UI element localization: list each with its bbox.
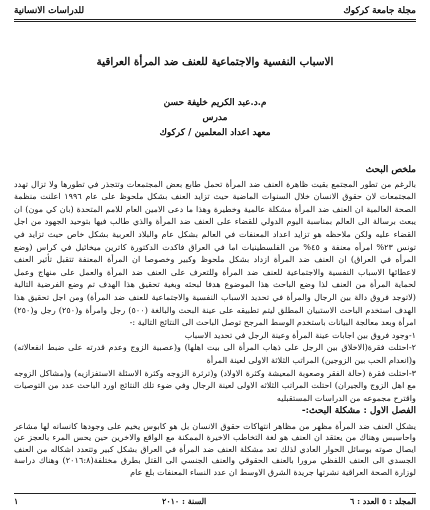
paper-title: الاسباب النفسية والاجتماعية للعنف ضد المرأة العراقية — [96, 56, 334, 68]
journal-series: للدراسات الانسانية — [14, 6, 85, 16]
chapter-heading: الفصل الاول : مشكلة البحث:- — [301, 406, 416, 416]
journal-name: مجلة جامعة كركوك — [343, 6, 416, 16]
footer-year: السنة : ٢٠١٠ — [162, 496, 207, 506]
result-item: ٢-احتلت فقرة(الاخلاق بين الرجل على ذهاب المرأة الى بيت اهلها) و(عصبية الزوج وعدم قدرته على ضبط انفعالاته) و(انعدام الحب بين الزوجين) المراتب الثلاثة الاولى لعينة المرأة — [14, 342, 416, 365]
result-item: ١-وجود فروق بين اجابات عينة المرأة وعينة الرجل في تحديد الاسباب — [184, 329, 416, 340]
chapter-paragraph: يشكل العنف ضد المرأة مظهر من مظاهر انتهاكات حقوق الانسان بل هو كابوس يخيم على وجودها كانسانه لها مشاعر واحاسيس وهناك من يعتقد ان العنف هو لغة التخاطب الاخيرة الممكنة مع الواقع والاخرين حين يحس المرء بالعجز عن ايصال صوته بوسائل الحوار العادي لذلك تعد مشكلة العنف ضد المرأة في العراق بشكل كبير وتتعدد اشكاله من العنف الجسدي الى العنف اللفظي مرورا بالعنف الحقوقي والعنف الجنسي الى القتل بطرق مختلفة(٢٠١٦:٨) وهناك دراسة لوزارة الصحة العراقية نشرتها جريدة الشرق الاوسط ان عدد النساء المعنفات بلغ عام — [14, 420, 416, 477]
author-name: م.د.عبد الكريم خليفة حسن — [163, 98, 267, 108]
author-block — [20, 96, 410, 141]
author-affiliation: معهد اعداد المعلمين / كركوك — [159, 128, 271, 138]
page-footer — [14, 493, 416, 508]
abstract-heading: ملخص البحث — [365, 165, 416, 175]
footer-volume: المجلد : ٥ العدد : ٦ — [349, 496, 416, 506]
abstract-section — [14, 164, 416, 404]
header-rule — [14, 19, 416, 22]
page-number: ١ — [14, 496, 19, 506]
result-item: ٣-احتلت فقرة (حالة الفقر وصعوبة المعيشة وكثرة الاولاد) و(ترثرة الزوجه وكثرة الاسئلة الاستفزازيه) و(مشاكل الزوجه مع اهل الزوج والجيران) احتلت المراتب الثلاثه الاولى لعينة الرجال وفي ضوء تلك النتائج اورد الباحث عدد من التوصيات واقترح مجموعه من الدراسات المستقبليه — [14, 367, 416, 403]
author-rank: مدرس — [202, 113, 228, 123]
results-list — [14, 329, 416, 405]
chapter-section — [14, 406, 416, 479]
abstract-paragraph: بالرغم من تطور المجتمع بقيت ظاهرة العنف ضد المرأة تحمل طابع بعض المجتمعات وتتجذر في تطورها ولا تزال تهدد المجتمعات لان حقوق الانسان خلال السنوات الماضية حيث تزايد العنف بشكل ملحوظ على عام ١٩٩٦ اعلنت منظمة الصحة العالمية ان العنف ضد المرأة مشكلة عالمية وخطيرة وهذا ما دعى الامين العام للامم المتحدة (بان كي مون) ان يبعث برسالة الى العالم بمناسبة اليوم الدولي للقضاء على العنف ضد المرأة والذي طالب فيها بتوحيد الجهود من اجل القضاء عليه ولكن ملاحظه هو تزايد اعداد المعنفات في العالم بشكل عام والبلاد العربية بشكل خاص حيث تزايد في تونس ٢٣% امرأه معنفة و ٤٥% من الفلسطينيات اما في العراق فاكدت الدكتورة كاترين ميخائيل في كراس (وضع المرأه في العراق) ان العنف ضد المرأة ازداد بشكل ملحوظ وكبير وخصوصا ان المرأة المعنفة تتقبل تأثير العنف لاعطائها الاسباب النفسية والاجتماعية للعنف ضد المرأة وللتعرف على العنف ضد المرأة والعمل على منهاج وعمل لحماية المرأة من العنف لذا وضع الباحث هذا الموضوع هدفا لبحثه وبغية تحقيق هذا الهدف تم وضع الفرضية التالية (لاتوجد فروق دالة بين الرجال والمرأة في تحديد الاسباب النفسية والاجتماعية للعنف ضد المرأة) ومن اجل تحقيق هذا الهدف استخدم الباحث الاستبيان المطلق ليتم تطبيقه على عينة البحث والبالغة (٥٠٠) رجل وامرأة و(٢٥٠) رجل و(٢٥٠) امرأة وبعد معالجة البيانات باستخدم الوسط المرجح توصل الباحث الى النتائج التالية :- — [14, 178, 417, 328]
running-header — [14, 0, 416, 22]
